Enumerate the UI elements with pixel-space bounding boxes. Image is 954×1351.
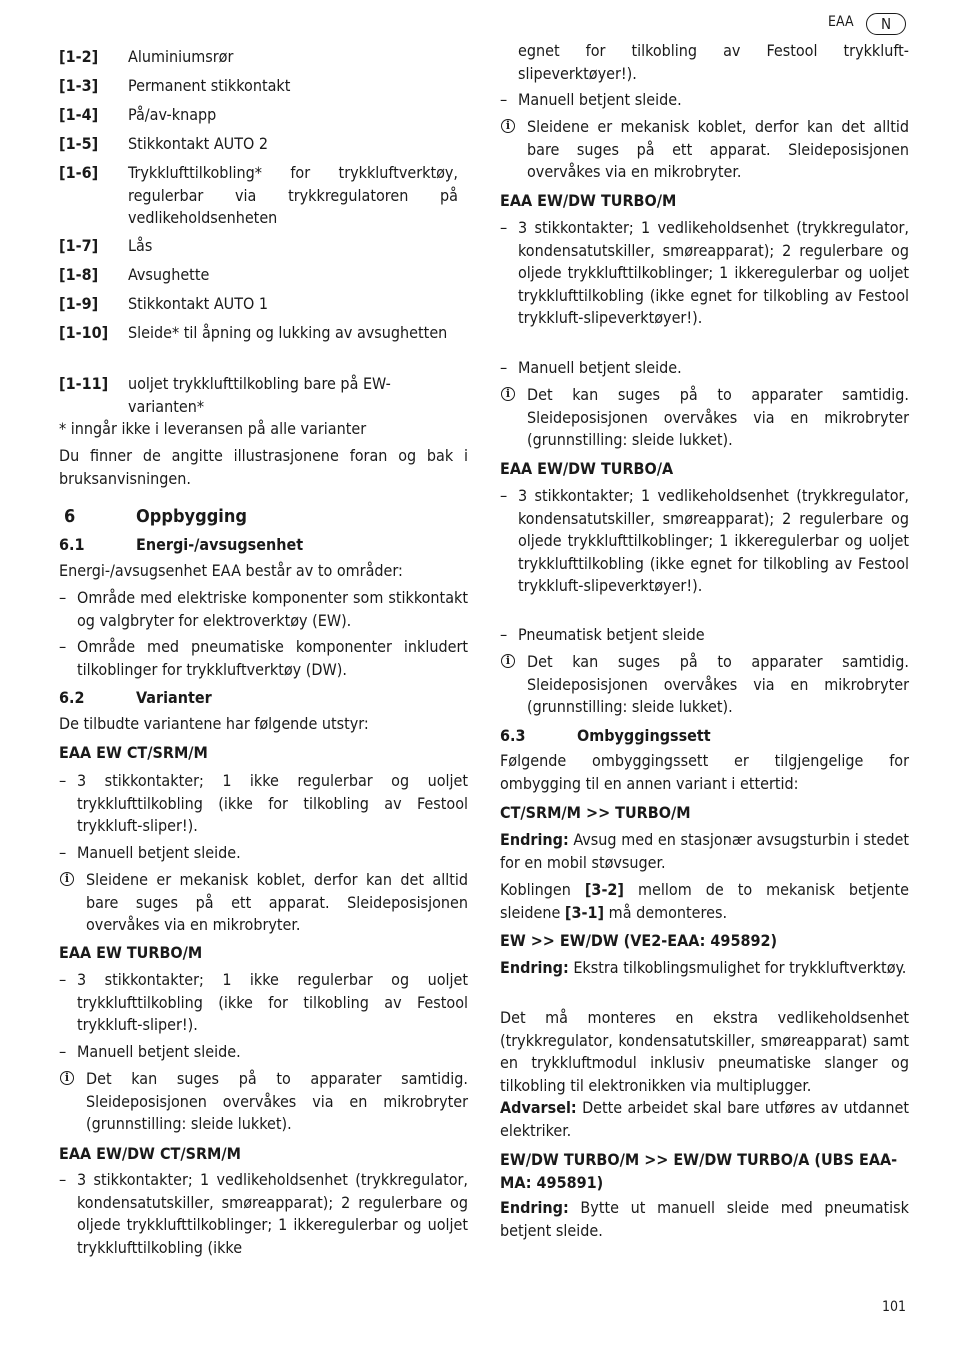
warning-paragraph	[500, 1097, 909, 1142]
change-text: Avsug med en stasjonær avsugsturbin i stedet for en mobil støvsuger.	[500, 830, 909, 872]
paragraph	[500, 879, 909, 924]
legend-text: På/av-knapp	[128, 105, 217, 124]
info-icon: i	[501, 119, 515, 133]
list-item: – 3 stikkontakter; 1 vedlikeholdsenhet (trykkregulator, kondensatutskiller, smøreapparat); 2 regulerbare og oljede trykklufttilkoblinger; 1 ikkeregulerbar og uoljet trykklufttilkobling (ikke egnet for tilkobling av Festool trykkluft-slipeverktøyer!).	[500, 217, 909, 330]
legend-key: [1-11]	[59, 374, 109, 393]
change-text: Bytte ut manuell sleide med pneumatisk betjent sleide.	[500, 1198, 909, 1240]
legend-item	[59, 75, 468, 98]
legend-item	[59, 104, 468, 127]
legend-item	[59, 235, 468, 258]
info-icon: i	[60, 1071, 74, 1085]
legend-text: Sleide* til åpning og lukking av avsughetten	[128, 323, 448, 342]
list-item-continued: egnet for tilkobling av Festool trykkluft-slipeverktøyer!).	[518, 41, 909, 83]
change-label: Endring:	[500, 958, 569, 977]
info-note	[500, 651, 909, 719]
legend-text: Aluminiumsrør	[128, 47, 234, 66]
variant-heading: EAA EW CT/SRM/M	[59, 743, 208, 762]
subsection-title: Ombyggingssett	[577, 726, 711, 745]
reference: [3-1]	[564, 902, 605, 922]
header-model: EAA	[828, 14, 854, 30]
legend-key: [1-9]	[59, 294, 99, 313]
change-text: Ekstra tilkoblingsmulighet for trykkluftverktøy.	[573, 958, 907, 977]
paragraph: Det må monteres en ekstra vedlikeholdsenhet (trykkregulator, kondensatutskiller, smøreapparat) samt en trykkluftmodul inklusiv pneumatiske slanger og tilkobling til elektronikken via multiplugger.	[500, 1008, 909, 1095]
legend-key: [1-6]	[59, 163, 99, 182]
info-text: Sleidene er mekanisk koblet, derfor kan det alltid bare suges på ett apparat. Sleideposisjonen overvåkes via en mikrobryter.	[86, 870, 468, 935]
section-number: 6	[64, 506, 76, 527]
list-item: – 3 stikkontakter; 1 ikke regulerbar og uoljet trykklufttilkobling (ikke for tilkobling av Festool trykkluft-sliper!).	[59, 969, 468, 1037]
legend-text: uoljet trykklufttilkobling bare på EW-varianten*	[128, 374, 391, 416]
legend-text: Avsughette	[128, 265, 210, 284]
legend-text: Permanent stikkontakt	[128, 76, 291, 95]
paragraph: Følgende ombyggingssett er tilgjengelige for ombygging til en annen variant i ettertid:	[500, 751, 909, 793]
legend-text: Stikkontakt AUTO 2	[128, 134, 269, 153]
page-number: 101	[882, 1299, 907, 1315]
list-item: – 3 stikkontakter; 1 ikke regulerbar og uoljet trykklufttilkobling (ikke for tilkobling av Festool trykkluft-sliper!).	[59, 770, 468, 838]
legend-key: [1-2]	[59, 47, 99, 66]
paragraph	[500, 957, 909, 980]
legend-key: [1-10]	[59, 323, 109, 342]
legend-item	[59, 322, 468, 345]
text-part: mellom de to mekanisk betjente sleidene	[500, 880, 909, 922]
legend-item	[59, 264, 468, 287]
legend-key: [1-5]	[59, 134, 99, 153]
language-badge: N	[866, 13, 906, 35]
info-note	[59, 1068, 468, 1136]
legend-text: Trykklufttilkobling* for trykkluftverktøy, regulerbar via trykkregulatoren på vedlikeholdsenheten	[128, 163, 458, 228]
info-text: Sleidene er mekanisk koblet, derfor kan det alltid bare suges på ett apparat. Sleideposisjonen overvåkes via en mikrobryter.	[527, 117, 909, 182]
info-note	[500, 384, 909, 452]
list-item: – Manuell betjent sleide.	[59, 842, 468, 865]
reference: [3-2]	[584, 880, 625, 899]
legend-key: [1-7]	[59, 236, 99, 255]
list-item: – 3 stikkontakter; 1 vedlikeholdsenhet (trykkregulator, kondensatutskiller, smøreapparat); 2 regulerbare og oljede trykklufttilkoblinger; 1 ikkeregulerbar og uoljet trykklufttilkobling (ikke	[59, 1169, 468, 1259]
legend-item	[59, 46, 468, 69]
paragraph: De tilbudte variantene har følgende utstyr:	[59, 714, 369, 733]
subsection-title: Varianter	[136, 688, 212, 707]
legend-text: Lås	[128, 236, 153, 255]
list-item: – Manuell betjent sleide.	[59, 1041, 468, 1064]
legend-item	[59, 133, 468, 156]
info-icon: i	[60, 872, 74, 886]
kit-heading: EW >> EW/DW (VE2-EAA: 495892)	[500, 931, 778, 950]
info-text: Det kan suges på to apparater samtidig. Sleideposisjonen overvåkes via en mikrobryter (grunnstilling: sleide lukket).	[527, 652, 909, 717]
variant-heading: EAA EW/DW CT/SRM/M	[59, 1144, 241, 1163]
text-part: må demonteres.	[608, 902, 728, 922]
paragraph	[500, 1197, 909, 1242]
legend-key: [1-4]	[59, 105, 99, 124]
subsection-number: 6.3	[500, 726, 526, 745]
variant-heading: EAA EW/DW TURBO/A	[500, 459, 674, 478]
info-text: Det kan suges på to apparater samtidig. Sleideposisjonen overvåkes via en mikrobryter (grunnstilling: sleide lukket).	[86, 1069, 468, 1134]
variant-heading: EAA EW/DW TURBO/M	[500, 191, 677, 210]
legend-item	[59, 162, 468, 230]
legend-text: Stikkontakt AUTO 1	[128, 294, 269, 313]
list-item: – Manuell betjent sleide.	[500, 89, 909, 112]
list-item: – 3 stikkontakter; 1 vedlikeholdsenhet (trykkregulator, kondensatutskiller, smøreapparat); 2 regulerbare og oljede trykklufttilkoblinger; 1 ikkeregulerbar og uoljet trykklufttilkobling (ikke egnet for tilkobling av Festool trykkluft-slipeverktøyer!).	[500, 485, 909, 598]
subsection-number: 6.2	[59, 688, 85, 707]
variant-heading: EAA EW TURBO/M	[59, 943, 203, 962]
legend-item	[59, 293, 468, 316]
paragraph	[500, 829, 909, 874]
legend-item	[59, 373, 468, 418]
list-item: – Område med pneumatiske komponenter inkludert tilkoblinger for trykkluftverktøy (DW).	[59, 636, 468, 681]
info-text: Det kan suges på to apparater samtidig. Sleideposisjonen overvåkes via en mikrobryter (grunnstilling: sleide lukket).	[527, 385, 909, 450]
info-icon: i	[501, 654, 515, 668]
footnote: * inngår ikke i leveransen på alle varianter	[59, 419, 367, 438]
list-item: – Område med elektriske komponenter som stikkontakt og valgbryter for elektroverktøy (EW).	[59, 587, 468, 632]
info-icon: i	[501, 387, 515, 401]
list-item: – Pneumatisk betjent sleide	[500, 624, 909, 647]
warning-text: Dette arbeidet skal bare utføres av utdannet elektriker.	[500, 1098, 909, 1140]
change-label: Endring:	[500, 830, 569, 849]
legend-key: [1-3]	[59, 76, 99, 95]
legend-key: [1-8]	[59, 265, 99, 284]
text-part: Koblingen	[500, 880, 571, 899]
illustration-note: Du finner de angitte illustrasjonene foran og bak i bruksanvisningen.	[59, 446, 468, 488]
info-note	[59, 869, 468, 937]
change-label: Endring:	[500, 1198, 569, 1217]
list-item: – Manuell betjent sleide.	[500, 357, 909, 380]
info-note	[500, 116, 909, 184]
warning-label: Advarsel:	[500, 1098, 577, 1117]
kit-heading: EW/DW TURBO/M >> EW/DW TURBO/A (UBS EAA-MA: 495891)	[500, 1150, 898, 1192]
kit-heading: CT/SRM/M >> TURBO/M	[500, 803, 691, 822]
subsection-title: Energi-/avsugsenhet	[136, 535, 304, 554]
subsection-number: 6.1	[59, 535, 85, 554]
section-title: Oppbygging	[136, 506, 247, 527]
paragraph: Energi-/avsugsenhet EAA består av to områder:	[59, 561, 403, 580]
